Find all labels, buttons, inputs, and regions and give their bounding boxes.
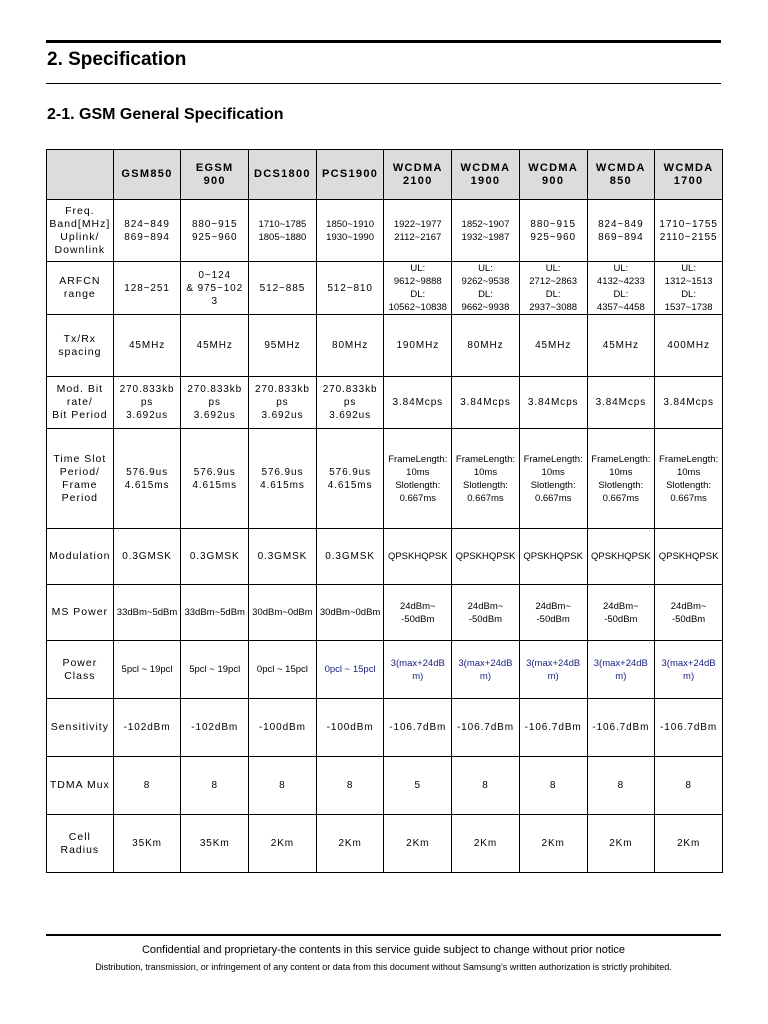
table-cell: 1710~1755 2110~2155: [655, 200, 723, 262]
table-cell: 45MHz: [519, 315, 587, 377]
table-cell: -106.7dBm: [452, 699, 520, 757]
table-cell: -106.7dBm: [655, 699, 723, 757]
table-cell: FrameLength: 10ms Slotlength: 0.667ms: [384, 429, 452, 529]
table-row: [47, 699, 723, 757]
table-cell: UL: 9612~9888 DL: 10562~10838: [384, 262, 452, 315]
table-cell: QPSKHQPSK: [587, 529, 655, 585]
table-cell: 576.9us 4.615ms: [249, 429, 317, 529]
row-label: Tx/Rx spacing: [47, 315, 114, 377]
table-cell: 35Km: [181, 815, 249, 873]
table-cell: 880~915 925~960: [519, 200, 587, 262]
row-label: ARFCN range: [47, 262, 114, 315]
column-header: WCMDA 850: [587, 150, 655, 200]
table-cell: UL: 2712~2863 DL: 2937~3088: [519, 262, 587, 315]
table-cell: 2Km: [384, 815, 452, 873]
header-corner-cell: [47, 150, 114, 200]
table-cell: 3(max+24dB m): [519, 641, 587, 699]
table-cell: 128~251: [113, 262, 181, 315]
table-cell: 576.9us 4.615ms: [316, 429, 384, 529]
column-header: EGSM 900: [181, 150, 249, 200]
table-row: [47, 529, 723, 585]
table-cell: 3.84Mcps: [587, 377, 655, 429]
table-cell: 24dBm~ -50dBm: [519, 585, 587, 641]
row-label: Power Class: [47, 641, 114, 699]
footer-confidential-notice: Confidential and proprietary-the contents in this service guide subject to change without prior notice: [141, 944, 626, 956]
table-cell: 8: [316, 757, 384, 815]
row-label: Time Slot Period/ Frame Period: [47, 429, 114, 529]
table-cell: 24dBm~ -50dBm: [384, 585, 452, 641]
table-cell: 2Km: [587, 815, 655, 873]
table-cell: 45MHz: [587, 315, 655, 377]
table-row: [47, 262, 723, 315]
table-cell: 3.84Mcps: [452, 377, 520, 429]
table-cell: 35Km: [113, 815, 181, 873]
footer-rule: [46, 934, 721, 936]
table-cell: 3.84Mcps: [384, 377, 452, 429]
table-cell: FrameLength: 10ms Slotlength: 0.667ms: [587, 429, 655, 529]
column-header: DCS1800: [249, 150, 317, 200]
table-cell: 45MHz: [181, 315, 249, 377]
row-label: Freq. Band[MHz] Uplink/ Downlink: [47, 200, 114, 262]
table-cell: 3.84Mcps: [519, 377, 587, 429]
subsection-title: 2-1. GSM General Specification: [47, 106, 284, 123]
table-cell: 880~915 925~960: [181, 200, 249, 262]
table-cell: -106.7dBm: [384, 699, 452, 757]
table-cell: 3(max+24dB m): [452, 641, 520, 699]
top-rule: [46, 40, 721, 43]
table-cell: 400MHz: [655, 315, 723, 377]
table-cell: 270.833kb ps 3.692us: [316, 377, 384, 429]
table-header: [47, 150, 723, 200]
table-cell: 576.9us 4.615ms: [181, 429, 249, 529]
row-label: MS Power: [47, 585, 114, 641]
table-cell: -102dBm: [181, 699, 249, 757]
table-cell: 3(max+24dB m): [587, 641, 655, 699]
table-cell: 2Km: [452, 815, 520, 873]
table-cell: 0.3GMSK: [181, 529, 249, 585]
table-cell: 1710~1785 1805~1880: [249, 200, 317, 262]
table-row: [47, 429, 723, 529]
heading-rule: [46, 83, 721, 84]
table-cell: 30dBm~0dBm: [249, 585, 317, 641]
table-cell: 5pcl ~ 19pcl: [113, 641, 181, 699]
table-cell: 512~810: [316, 262, 384, 315]
table-row: [47, 200, 723, 262]
table-cell: 33dBm~5dBm: [113, 585, 181, 641]
table-cell: 8: [113, 757, 181, 815]
table-cell: QPSKHQPSK: [519, 529, 587, 585]
table-cell: 8: [519, 757, 587, 815]
table-cell: 0~124 & 975~102 3: [181, 262, 249, 315]
table-cell: 5pcl ~ 19pcl: [181, 641, 249, 699]
table-cell: 45MHz: [113, 315, 181, 377]
table-cell: 24dBm~ -50dBm: [452, 585, 520, 641]
table-cell: 270.833kb ps 3.692us: [249, 377, 317, 429]
table-cell: -100dBm: [316, 699, 384, 757]
table-cell: 30dBm~0dBm: [316, 585, 384, 641]
table-cell: 3(max+24dB m): [384, 641, 452, 699]
column-header: WCMDA 1700: [655, 150, 723, 200]
table-cell: 95MHz: [249, 315, 317, 377]
table-row: [47, 757, 723, 815]
gsm-spec-table: [46, 149, 723, 873]
table-cell: 2Km: [519, 815, 587, 873]
table-row: [47, 315, 723, 377]
table-cell: 33dBm~5dBm: [181, 585, 249, 641]
header-row: [47, 150, 723, 200]
table-cell: 0pcl ~ 15pcl: [316, 641, 384, 699]
row-label: Sensitivity: [47, 699, 114, 757]
table-cell: -106.7dBm: [587, 699, 655, 757]
table-cell: QPSKHQPSK: [384, 529, 452, 585]
table-cell: 8: [181, 757, 249, 815]
table-cell: QPSKHQPSK: [655, 529, 723, 585]
table-cell: FrameLength: 10ms Slotlength: 0.667ms: [452, 429, 520, 529]
table-cell: 80MHz: [452, 315, 520, 377]
table-cell: 1850~1910 1930~1990: [316, 200, 384, 262]
table-cell: UL: 1312~1513 DL: 1537~1738: [655, 262, 723, 315]
column-header: PCS1900: [316, 150, 384, 200]
table-cell: -106.7dBm: [519, 699, 587, 757]
table-cell: 24dBm~ -50dBm: [587, 585, 655, 641]
table-cell: 8: [655, 757, 723, 815]
table-cell: 8: [249, 757, 317, 815]
table-cell: 270.833kb ps 3.692us: [113, 377, 181, 429]
table-cell: 3.84Mcps: [655, 377, 723, 429]
table-row: [47, 815, 723, 873]
table-cell: 0pcl ~ 15pcl: [249, 641, 317, 699]
table-row: [47, 377, 723, 429]
column-header: GSM850: [113, 150, 181, 200]
table-cell: 576.9us 4.615ms: [113, 429, 181, 529]
table-cell: -102dBm: [113, 699, 181, 757]
table-cell: FrameLength: 10ms Slotlength: 0.667ms: [655, 429, 723, 529]
table-cell: 270.833kb ps 3.692us: [181, 377, 249, 429]
row-label: Mod. Bit rate/ Bit Period: [47, 377, 114, 429]
table-row: [47, 641, 723, 699]
footer-distribution-notice: Distribution, transmission, or infringement of any content or data from this document without Samsung’s written authorization is strictly prohibited.: [95, 962, 672, 972]
section-title: 2. Specification: [47, 49, 187, 70]
column-header: WCDMA 2100: [384, 150, 452, 200]
table-cell: 0.3GMSK: [316, 529, 384, 585]
table-cell: 0.3GMSK: [113, 529, 181, 585]
table-cell: 2Km: [316, 815, 384, 873]
table-cell: 1922~1977 2112~2167: [384, 200, 452, 262]
table-cell: 5: [384, 757, 452, 815]
table-cell: FrameLength: 10ms Slotlength: 0.667ms: [519, 429, 587, 529]
row-label: Cell Radius: [47, 815, 114, 873]
row-label: TDMA Mux: [47, 757, 114, 815]
table-cell: 512~885: [249, 262, 317, 315]
table-cell: 190MHz: [384, 315, 452, 377]
table-cell: 8: [452, 757, 520, 815]
table-cell: 8: [587, 757, 655, 815]
column-header: WCDMA 1900: [452, 150, 520, 200]
table-cell: 824~849 869~894: [113, 200, 181, 262]
column-header: WCDMA 900: [519, 150, 587, 200]
table-cell: UL: 9262~9538 DL: 9662~9938: [452, 262, 520, 315]
table-cell: 0.3GMSK: [249, 529, 317, 585]
table-cell: UL: 4132~4233 DL: 4357~4458: [587, 262, 655, 315]
table-row: [47, 585, 723, 641]
table-cell: 2Km: [655, 815, 723, 873]
table-body: [47, 200, 723, 873]
table-cell: 80MHz: [316, 315, 384, 377]
row-label: Modulation: [47, 529, 114, 585]
table-cell: 24dBm~ -50dBm: [655, 585, 723, 641]
table-cell: 824~849 869~894: [587, 200, 655, 262]
table-cell: 2Km: [249, 815, 317, 873]
table-cell: -100dBm: [249, 699, 317, 757]
table-cell: 3(max+24dB m): [655, 641, 723, 699]
table-cell: 1852~1907 1932~1987: [452, 200, 520, 262]
table-cell: QPSKHQPSK: [452, 529, 520, 585]
